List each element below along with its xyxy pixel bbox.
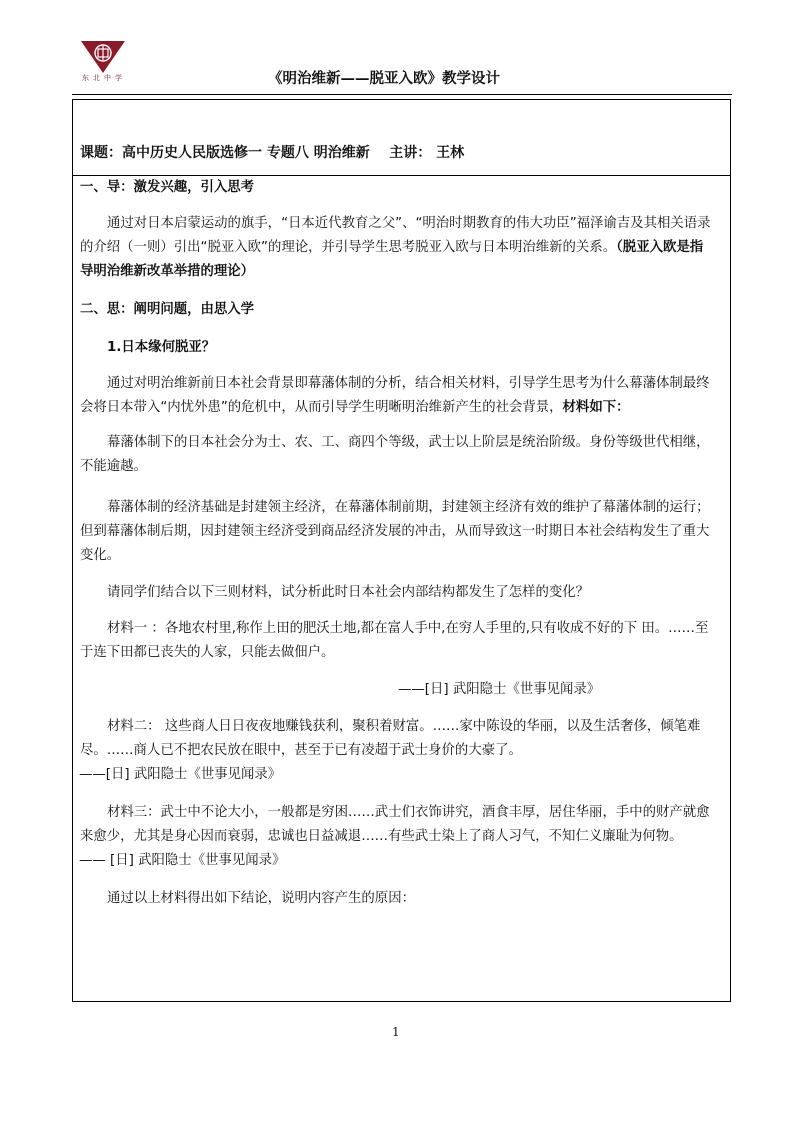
material-2-source: ——[日] 武阳隐士《世事见闻录》 (79, 767, 282, 782)
lesson-plan-table (72, 99, 731, 1002)
material-1: 材料一 ：各地农村里,称作上田的肥沃土地,都在富人手中,在穷人手里的,只有收成不好的下 田。……至于连下田都已丧失的人家，只能去做佃户。 (80, 621, 709, 660)
course-label: 课题：高中历史人民版选修一 专题八 明治维新 (80, 145, 370, 161)
q1-text: 通过对明治维新前日本社会背景即幕藩体制的分析，结合相关材料，引导学生思考为什么幕藩体制最终会将日本带入“内忧外患”的危机中，从而引导学生明晰明治维新产生的社会背景， (80, 376, 710, 415)
section-1-paragraph (80, 212, 716, 284)
lecturer-label: 主讲： (389, 145, 432, 161)
page-number: 1 (392, 1025, 400, 1039)
conclusion-prompt: 通过以上材料得出如下结论，说明内容产生的原因： (107, 891, 415, 906)
lecturer-name: 王林 (436, 145, 465, 161)
classes-paragraph: 幕藩体制下的日本社会分为士、农、工、商四个等级，武士以上阶层是统治阶级。身份等级世代相继，不能逾越。 (80, 435, 710, 474)
s1-text: 通过对日本启蒙运动的旗手，“日本近代教育之父”、“明治时期教育的伟大功臣”福泽谕吉及其相关语录的介绍（一则）引出“脱亚入欧”的理论，并引导学生思考脱亚入欧与日本明治维新的关系。 (80, 216, 711, 255)
material-1-source: ——[日] 武阳隐士《世事见闻录》 (398, 682, 601, 697)
q1-bold: 材料如下： (562, 400, 630, 415)
header-rule (72, 94, 732, 95)
economy-paragraph: 幕藩体制的经济基础是封建领主经济，在幕藩体制前期，封建领主经济有效的维护了幕藩体制的运行；但到幕藩体制后期，因封建领主经济受到商品经济发展的冲击，从而导致这一时期日本社会结构发生了重大变化。 (80, 500, 710, 563)
question-1-paragraph (80, 372, 716, 420)
prompt-paragraph: 请同学们结合以下三则材料，试分析此时日本社会内部结构都发生了怎样的变化？ (107, 585, 590, 600)
material-2: 材料二： 这些商人日日夜夜地赚钱获利，聚积着财富。……家中陈设的华丽，以及生活奢侈，倾笔难尽。……商人已不把农民放在眼中，甚至于已有凌超于武士身价的大豪了。 (80, 719, 701, 758)
section-1-heading: 一、导：激发兴趣，引入思考 (80, 180, 255, 195)
document-title: 《明治维新——脱亚入欧》教学设计 (268, 70, 500, 87)
logo-caption: 东北中学 (82, 74, 126, 82)
s1-bold-note: （脱亚入欧是指导明治维新改革举措的理论） (80, 240, 704, 279)
course-row (80, 141, 716, 165)
material-3: 材料三：武士中不论大小，一般都是穷困……武士们衣饰讲究，酒食丰厚，居住华丽，手中的财产就愈来愈少，尤其是身心因而衰弱，忠诚也日益减退……有些武士染上了商人习气，不知仁义廉耻为何物。 (80, 805, 710, 844)
question-1-heading: 1.日本缘何脱亚？ (107, 340, 216, 355)
material-3-source: —— [日] 武阳隐士《世事见闻录》 (79, 853, 286, 868)
section-2-heading: 二、思：阐明问题，由思入学 (80, 302, 255, 317)
